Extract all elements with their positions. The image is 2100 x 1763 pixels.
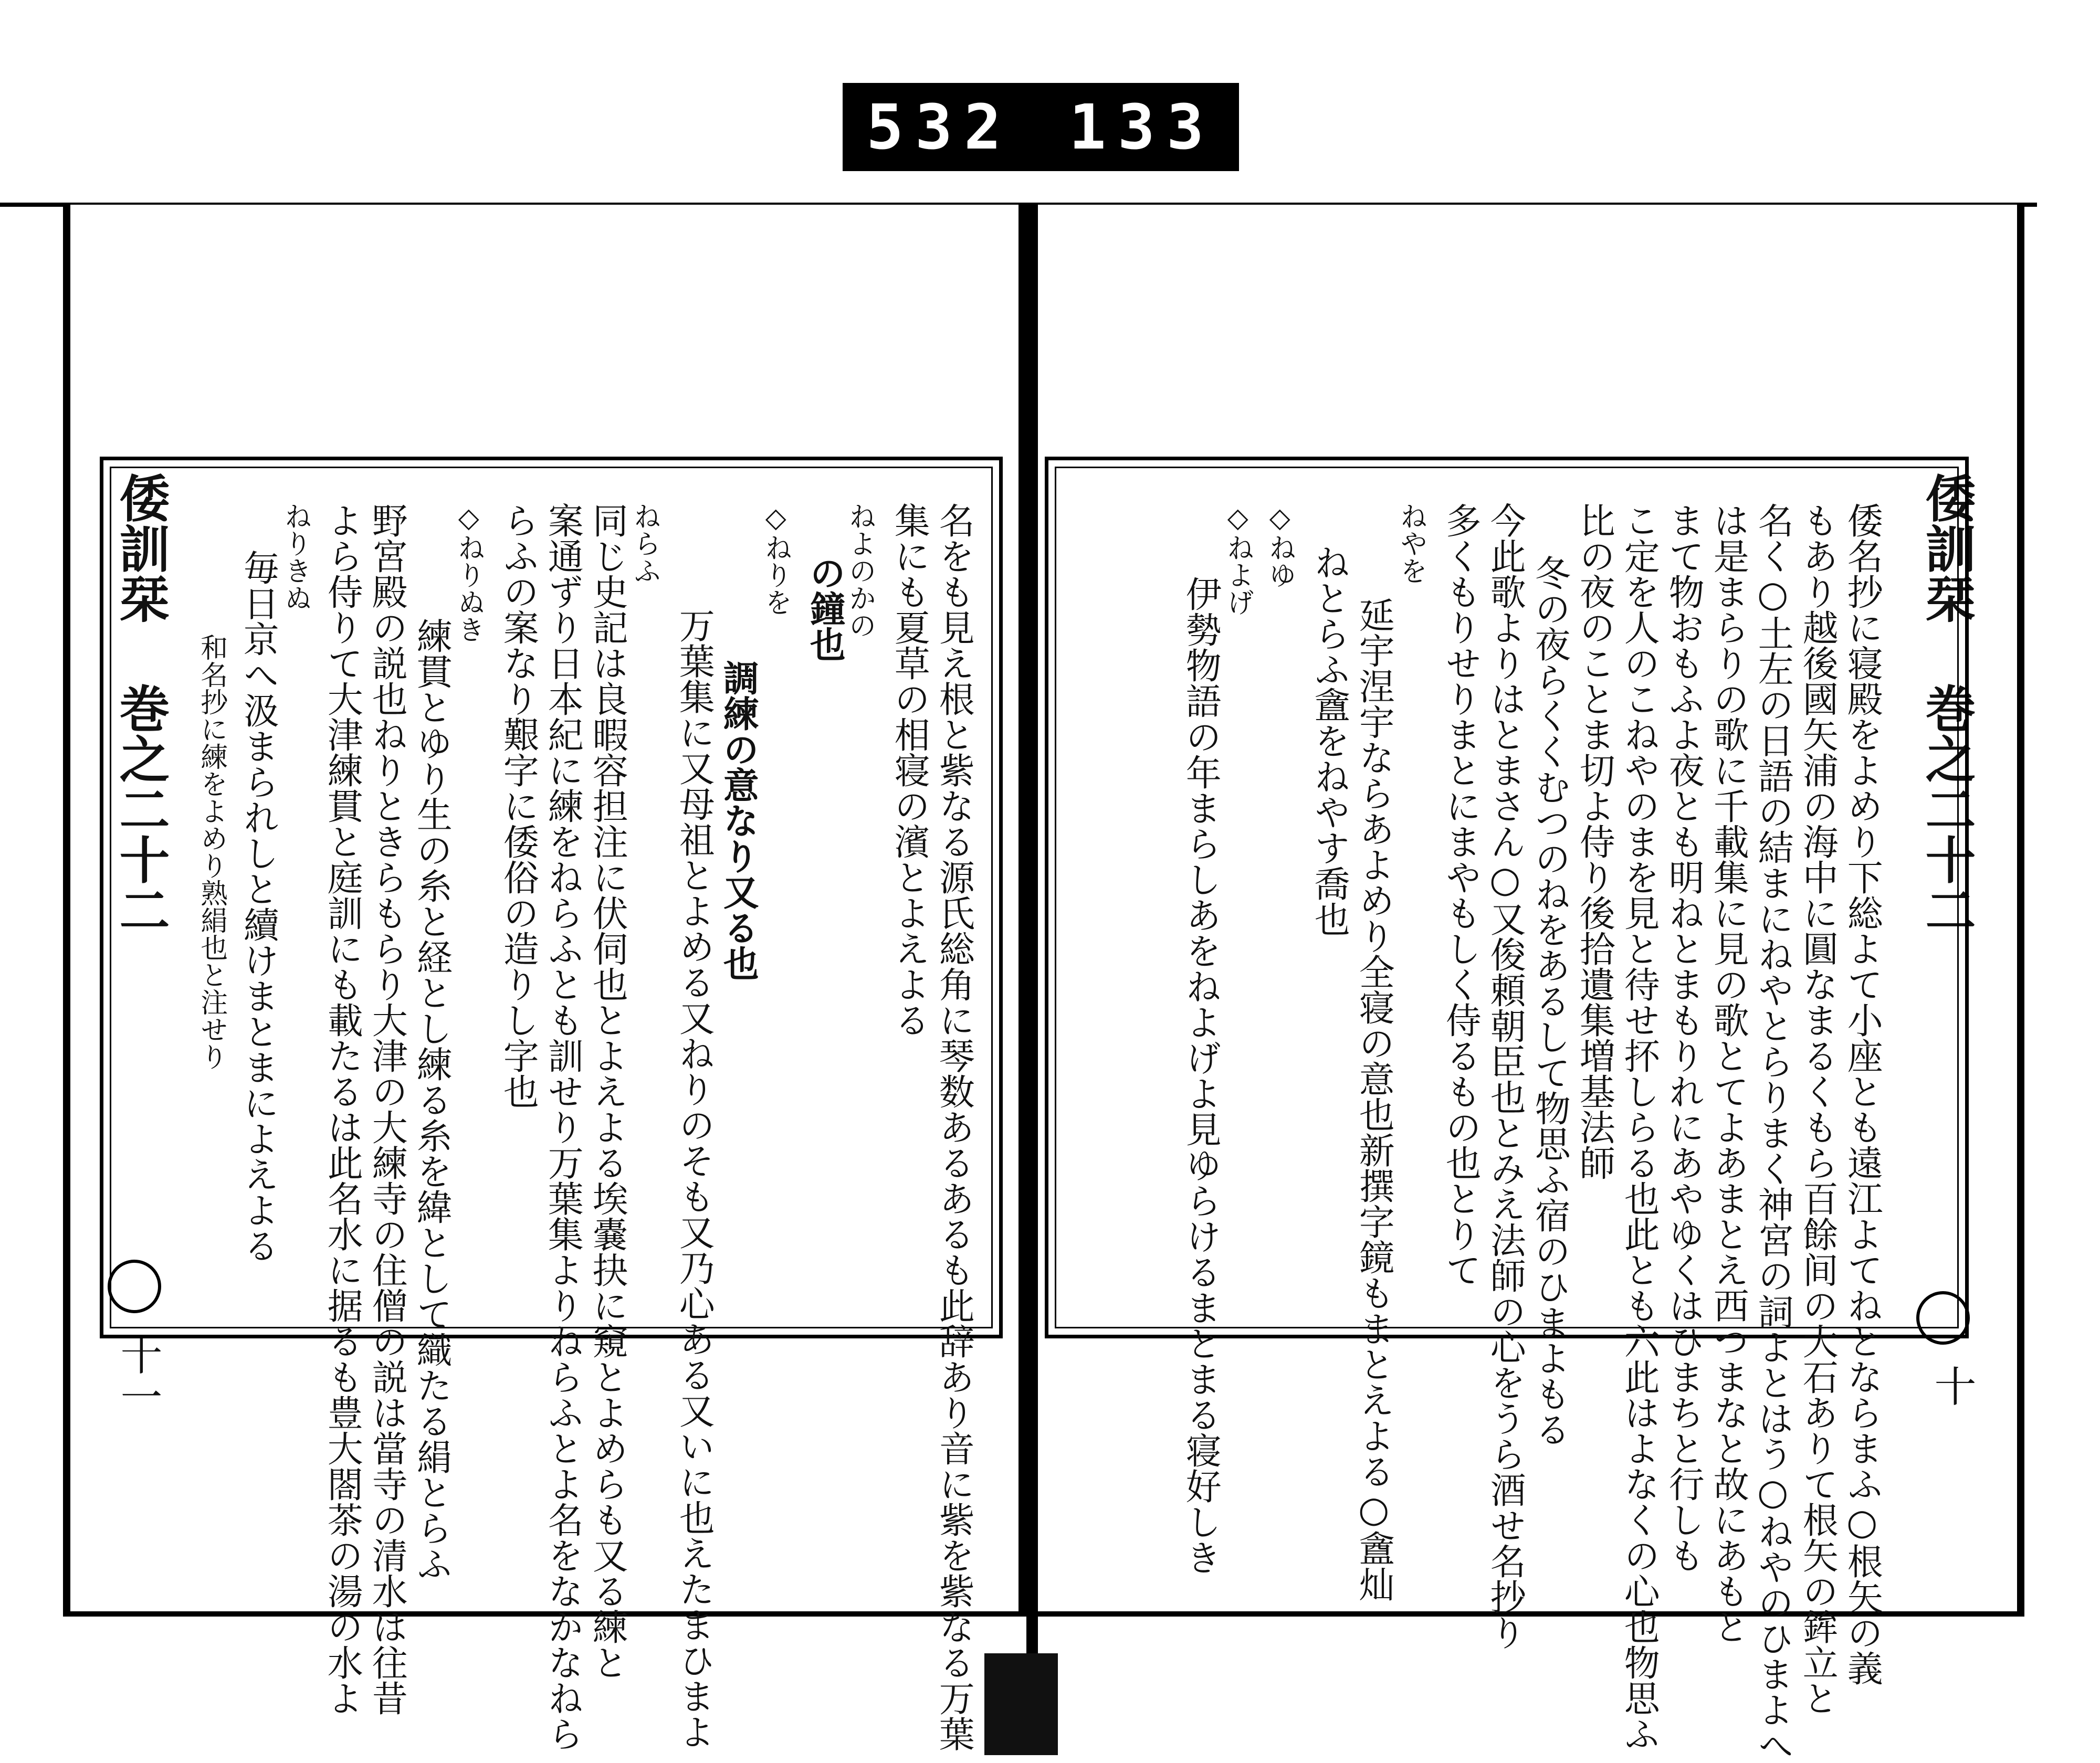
right-col-6: こ定を人のこねやのまを見と待せ抔しらる也此とも六此はよなくの心也物思ふ [1618, 502, 1660, 1751]
right-col-8: 冬の夜らくくむつのねをあるして物思ふ宿のひまよもる [1529, 555, 1571, 1447]
left-col-11: らふの案なり艱字に倭俗の造りし字也 [497, 502, 539, 1109]
left-col-9: 同じ史記は良暇容担注に伏伺也とよえよる埃嚢抉に窺とよめらも又る練と [586, 502, 628, 1680]
left-col-12: ◇ねりぬき [453, 502, 485, 643]
left-col-6: 調練の意なり又る也 [717, 660, 760, 981]
left-col-2: 集にも夏草の相寝の濱とよえよる [888, 502, 930, 1038]
right-col-12: 延宇涅宇ならあよめり全寝の意也新撰字鏡もまとえよる○盦灿 [1353, 597, 1395, 1602]
right-col-2: もあり越後國矢浦の海中に圓なまるくもら百餘间の大石ありて根矢の鉾立と [1797, 502, 1839, 1716]
catalog-label [843, 83, 1239, 171]
left-margin-title: 倭訓栞 巻之二十二 [111, 472, 171, 935]
right-col-13: ねとらふ盦をねやす喬也 [1308, 544, 1350, 937]
right-text-frame [1045, 457, 1969, 1763]
right-margin-title: 倭訓栞 巻之二十二 [1917, 472, 1977, 935]
left-col-16: ねりきぬ [279, 502, 311, 611]
binding-gutter [1026, 205, 1038, 1727]
left-col-15: よら侍りて大津練貫と庭訓にも載たるは此名水に据るも豊大閤茶の湯の水よ [321, 502, 363, 1716]
right-col-5: まて物おもふよ夜とも明ねとまもりれにあやゆくはひまちと行しも [1663, 502, 1705, 1573]
right-col-9: 今此歌よりはとまさん○又俊頼朝臣也とみえ法師の心をうら酒せ名抄り [1484, 502, 1526, 1650]
binding-tab [984, 1653, 1058, 1755]
left-col-5: ◇ねりを [760, 502, 792, 616]
left-col-8: ねらふ [628, 502, 660, 584]
catalog-number-right: 133 [1068, 91, 1215, 163]
right-col-10: 多くもりせりまとにまやもしく侍るもの也とりて [1440, 502, 1482, 1287]
right-col-7: 比の夜のことま切よ侍り後拾遺集増基法師 [1573, 502, 1615, 1180]
left-col-7: 万葉集に又母祖とよめる又ねりのそも又乃心ある又いに也えたまひまよ [673, 607, 715, 1749]
right-col-16: 伊勢物語の年まらしあをねよげよ見ゆらけるまとまる寝好しき [1180, 576, 1222, 1575]
left-folio: 十一 [113, 1333, 162, 1417]
left-col-3: ねよのかの [844, 502, 876, 639]
left-col-1: 名をも見え根と紫なる源氏総角に琴数あるあるも此辞あり音に紫を紫なる万葉 [933, 502, 975, 1751]
right-col-15: ◇ねよげ [1222, 502, 1254, 616]
right-col-11: ねやを [1395, 502, 1427, 584]
left-col-4: の鐘也 [804, 555, 846, 662]
left-col-17: 毎日京へ汲まられしと續けまとまによえよる [237, 550, 279, 1263]
right-folio: 十 [1927, 1365, 1976, 1407]
left-col-13: 練貫とゆり生の糸と経とし練る糸を緯として織たる絹とらふ [411, 618, 453, 1581]
right-col-3: 名く○土左の日語の結まにねやとらりまく神宮の詞よとはう○ねやのひまよへ [1752, 502, 1794, 1763]
catalog-number-left: 532 [866, 91, 1013, 163]
right-col-1: 倭名抄に寝殿をよめり下総よて小座とも遠江よてねとならまふ○根矢の義 [1841, 502, 1883, 1686]
left-col-10: 案通ずり日本紀に練をねらふとも訓せり万葉集よりねらふとよ名をなかなねら [542, 502, 584, 1751]
right-col-14: ◇ねゆ [1264, 502, 1296, 588]
left-col-14: 野宮殿の説也ねりときらもらり大津の大練寺の住僧の説は當寺の清水は往昔 [366, 502, 408, 1716]
right-col-4: は是まらりの歌に千載集に見の歌とてよあまとえ西つまなと故にあもと [1707, 502, 1749, 1644]
left-col-18: 和名抄に練をよめり熟絹也と注せり [195, 634, 227, 1070]
